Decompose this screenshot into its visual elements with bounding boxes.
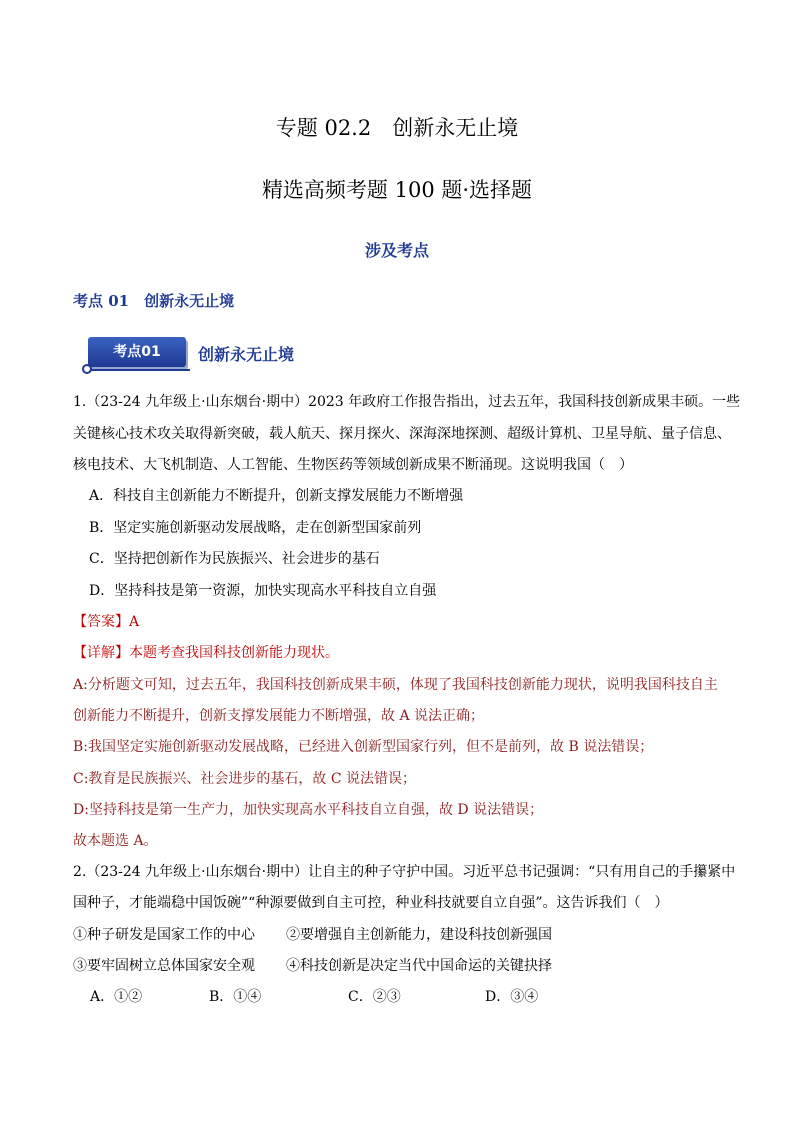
section-heading: 涉及考点	[364, 241, 429, 260]
q1-stem-line: 核电技术、大飞机制造、人工智能、生物医药等领域创新成果不断涌现。这说明我国（ ）	[73, 457, 633, 473]
q1-explain-line: A:分析题文可知，过去五年，我国科技创新成果丰硕，体现了我国科技创新能力现状，说明我国科技自主	[73, 677, 718, 693]
q1-stem-line: 关键核心技术攻关取得新突破，载人航天、探月探火、深海深地探测、超级计算机、卫星导航、量子信息、	[73, 426, 731, 442]
q2-stem-line: 国种子，才能端稳中国饭碗”“种源要做到自主可控，种业科技就要自立自强”。这告诉我们（ ）	[73, 895, 669, 911]
q2-statement-4: ④科技创新是决定当代中国命运的关键抉择	[286, 958, 552, 974]
q1-detail: 【详解】本题考查我国科技创新能力现状。	[73, 645, 339, 661]
q1-option-d: D．坚持科技是第一资源，加快实现高水平科技自立自强	[89, 583, 437, 599]
q1-explain-line: B:我国坚定实施创新驱动发展战略，已经进入创新型国家行列，但不是前列，故 B 说法错误；	[73, 739, 654, 755]
document-title: 专题 02.2 创新永无止境	[275, 116, 519, 140]
q2-choice-c: C．②③	[348, 989, 401, 1005]
q2-statement-1: ①种子研发是国家工作的中心	[73, 927, 255, 943]
badge-underline	[88, 369, 190, 371]
q2-statement-3: ③要牢固树立总体国家安全观	[73, 958, 255, 974]
q2-choice-b: B．①④	[209, 989, 262, 1005]
q1-explain-line: D:坚持科技是第一生产力，加快实现高水平科技自立自强，故 D 说法错误；	[73, 802, 544, 818]
q2-statement-2: ②要增强自主创新能力，建设科技创新强国	[286, 927, 552, 943]
q1-explain-line: 创新能力不断提升，创新支撑发展能力不断增强，故 A 说法正确；	[73, 708, 485, 724]
q1-explain-line: C:教育是民族振兴、社会进步的基石，故 C 说法错误；	[73, 771, 417, 787]
q1-stem-line: 1.（23-24 九年级上·山东烟台·期中）2023 年政府工作报告指出，过去五年，我国科技创新成果丰硕。一些	[73, 394, 741, 410]
topic-badge-label: 考点01	[88, 337, 186, 367]
q1-option-a: A．科技自主创新能力不断提升，创新支撑发展能力不断增强	[89, 488, 464, 504]
q1-answer: 【答案】A	[73, 614, 140, 630]
q1-option-b: B．坚定实施创新驱动发展战略，走在创新型国家前列	[89, 520, 422, 536]
topic-badge	[80, 333, 200, 377]
q1-explain-line: 故本题选 A。	[73, 833, 158, 849]
q2-choice-a: A．①②	[90, 989, 143, 1005]
q1-option-c: C．坚持把创新作为民族振兴、社会进步的基石	[89, 551, 380, 567]
q2-stem-line: 2.（23-24 九年级上·山东烟台·期中）让自主的种子守护中国。习近平总书记强调：“只有用自己的手攥紧中	[73, 864, 736, 880]
topic-badge-title: 创新永无止境	[198, 345, 295, 364]
q2-choice-d: D．③④	[485, 989, 539, 1005]
document-subtitle: 精选高频考题 100 题·选择题	[261, 178, 533, 202]
badge-dot-icon	[82, 364, 92, 374]
topic-heading: 考点 01 创新永无止境	[73, 292, 235, 310]
